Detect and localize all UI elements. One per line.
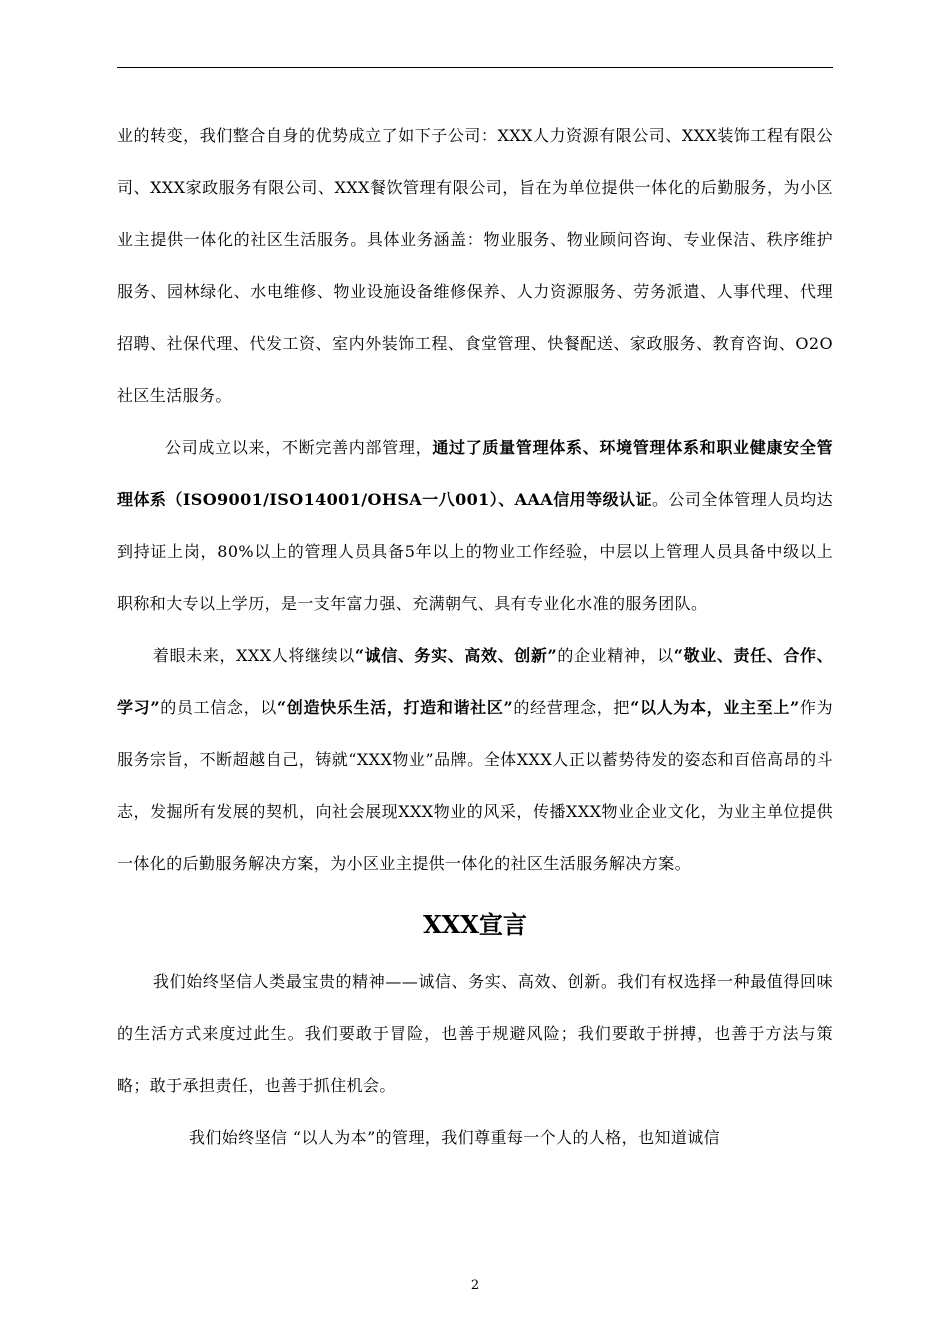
paragraph-text: 。公司全体管理人员均达到持证上岗，80%以上的管理人员具备5年以上的物业工作经验，中层以上管理人员具备中级以上职称和大专以上学历，是一支年富力强、充满朝气、具有专业化水准的服务团队。 bbox=[117, 490, 833, 613]
paragraph-text: 的企业精神，以 bbox=[557, 646, 674, 665]
paragraph-text: 我们始终坚信 “以人为本”的管理，我们尊重每一个人的人格，也知道诚信 bbox=[189, 1128, 721, 1147]
paragraph-text: 作为服务宗旨，不断超越自己，铸就“XXX物业”品牌。全体XXX人正以蓄势待发的姿态和百倍高昂的斗志，发掘所有发展的契机，向社会展现XXX物业的风采，传播XXX物业企业文化，为业主单位提供一体化的后勤服务解决方案，为小区业主提供一体化的社区生活服务解决方案。 bbox=[117, 698, 833, 873]
paragraph-text: 我们始终坚信人类最宝贵的精神——诚信、务实、高效、创新。我们有权选择一种最值得回味的生活方式来度过此生。我们要敢于冒险，也善于规避风险；我们要敢于拼搏，也善于方法与策略；敢于承担责任，也善于抓住机会。 bbox=[117, 972, 833, 1095]
header-rule bbox=[117, 67, 833, 68]
employee-belief-highlight: “敬业、责任、合作、学习” bbox=[117, 646, 833, 717]
paragraph-management bbox=[117, 422, 833, 630]
paragraph-people-oriented bbox=[117, 1112, 833, 1164]
paragraph-text: 公司成立以来，不断完善内部管理， bbox=[165, 438, 433, 457]
page-number: 2 bbox=[470, 1278, 480, 1293]
paragraph-text: 的经营理念，把 bbox=[513, 698, 631, 717]
business-philosophy-highlight: “创造快乐生活，打造和谐社区” bbox=[276, 698, 514, 717]
paragraph-text: 着眼未来，XXX人将继续以 bbox=[153, 646, 355, 665]
paragraph-text: 的员工信念，以 bbox=[159, 698, 277, 717]
paragraph-future bbox=[117, 630, 833, 890]
paragraph-declaration bbox=[117, 956, 833, 1112]
document-body bbox=[117, 110, 833, 1164]
paragraph-subsidiaries bbox=[117, 110, 833, 422]
service-tenet-highlight: “以人为本，业主至上” bbox=[630, 698, 800, 717]
enterprise-spirit-highlight: “诚信、务实、高效、创新” bbox=[354, 646, 558, 665]
section-heading: XXX宣言 bbox=[423, 910, 527, 939]
paragraph-text: 业的转变，我们整合自身的优势成立了如下子公司：XXX人力资源有限公司、XXX装饰工程有限公司、XXX家政服务有限公司、XXX餐饮管理有限公司，旨在为单位提供一体化的后勤服务，为小区业主提供一体化的社区生活服务。具体业务涵盖：物业服务、物业顾问咨询、专业保洁、秩序维护服务、园林绿化、水电维修、物业设施设备维修保养、人力资源服务、劳务派遣、人事代理、代理招聘、社保代理、代发工资、室内外装饰工程、食堂管理、快餐配送、家政服务、教育咨询、O2O社区生活服务。 bbox=[117, 126, 833, 405]
certification-highlight: 通过了质量管理体系、环境管理体系和职业健康安全管理体系（ISO9001/ISO14001/OHSA一八001）、AAA信用等级认证 bbox=[117, 438, 833, 509]
